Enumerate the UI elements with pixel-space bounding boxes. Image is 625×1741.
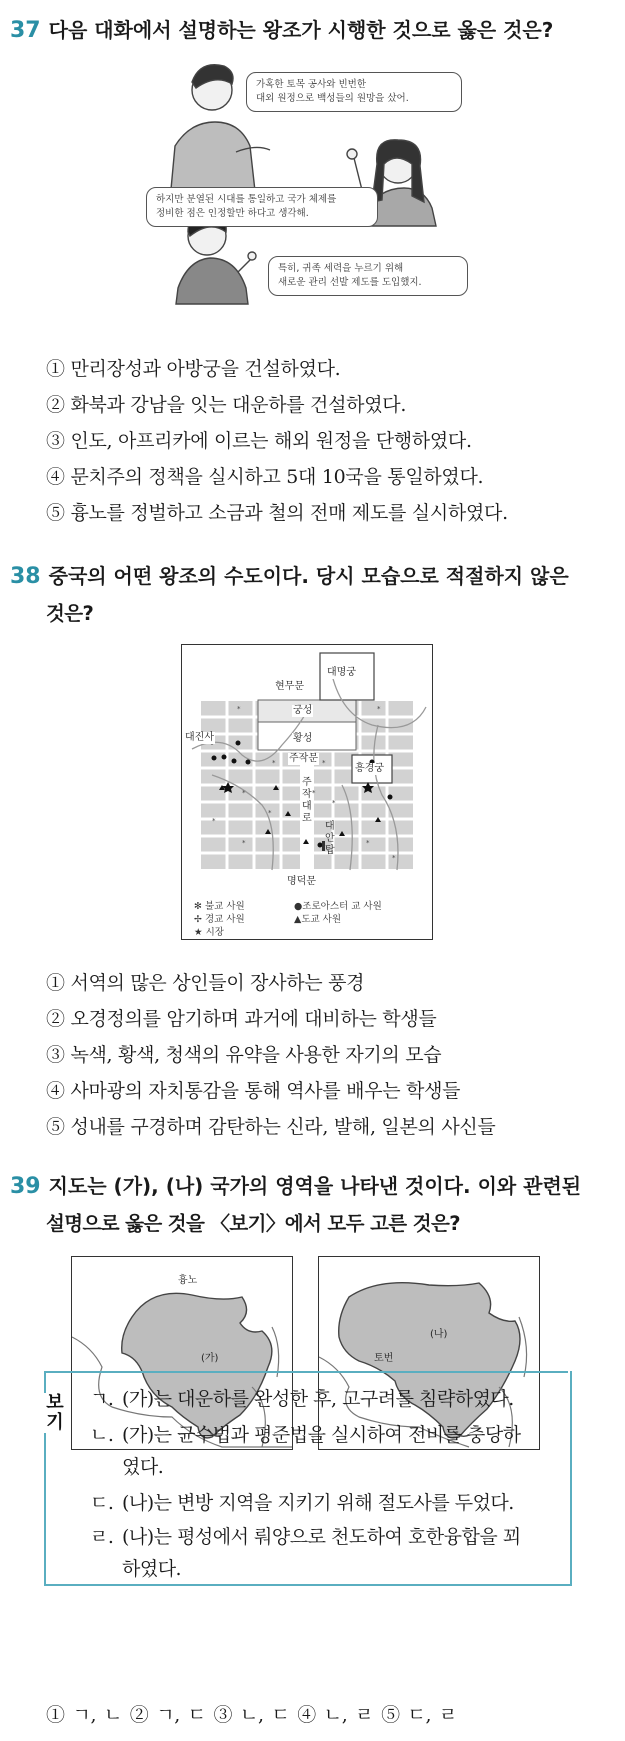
char: 대	[325, 821, 335, 832]
bogi-item-3-line-1: (나)는 변방 지역을 지키기 위해 절도사를 두었다.	[122, 1492, 514, 1514]
bogi-label-char-1: 보	[46, 1392, 64, 1413]
svg-text:*: *	[242, 789, 246, 797]
zoroastrian-icon: ●	[294, 901, 303, 912]
char: 주	[302, 777, 312, 788]
q39-answer-options[interactable]: ① ㄱ, ㄴ ② ㄱ, ㄷ ③ ㄴ, ㄷ ④ ㄴ, ㄹ ⑤ ㄷ, ㄹ	[46, 1704, 458, 1726]
q38-option-3[interactable]: ③ 녹색, 황색, 청색의 유약을 사용한 자기의 모습	[46, 1044, 442, 1066]
bogi-item-2-line-2: 였다.	[122, 1456, 164, 1478]
question-text: 다음 대화에서 설명하는 왕조가 시행한 것으로 옳은 것은?	[48, 18, 554, 42]
bogi-item-4-line-2: 하였다.	[122, 1558, 182, 1580]
svg-text:*: *	[322, 759, 326, 767]
svg-text:*: *	[332, 799, 336, 807]
question-text-line-1: 중국의 어떤 왕조의 수도이다. 당시 모습으로 적절하지 않은	[48, 564, 569, 588]
nestorian-icon: ✢	[194, 914, 202, 925]
label-myeongdeok: 명덕문	[287, 876, 316, 887]
bogi-item-mark-4: ㄹ.	[90, 1526, 114, 1548]
bogi-item-mark-1: ㄱ.	[90, 1388, 114, 1410]
label-daeanta	[324, 821, 336, 857]
legend-taoist: 도교 사원	[301, 914, 342, 925]
svg-text:*: *	[242, 839, 246, 847]
label-heunggyeong: 흥경궁	[355, 763, 384, 774]
bubble-2-line-2: 정비한 점은 인정할만 하다고 생각해.	[156, 208, 309, 219]
question-number: 38	[10, 564, 41, 589]
legend-buddhist: 불교 사원	[205, 901, 245, 912]
buddhist-icon: ✻	[194, 901, 202, 912]
bubble-1-line-1: 가혹한 토목 공사와 빈번한	[256, 79, 367, 90]
bubble-2-line-1: 하지만 분열된 시대를 통일하고 국가 체제를	[156, 194, 337, 205]
char: 안	[325, 833, 335, 844]
bogi-label-char-2: 기	[46, 1412, 64, 1433]
legend-left	[194, 900, 245, 939]
label-jujak-street	[301, 777, 313, 825]
q38-option-2[interactable]: ② 오경정의를 암기하며 과거에 대비하는 학생들	[46, 1008, 437, 1030]
bogi-item-1-line-1: (가)는 대운하를 완성한 후, 고구려를 침략하였다.	[122, 1388, 514, 1410]
bogi-item-4-line-1: (나)는 평성에서 뤄양으로 천도하여 호한융합을 꾀	[122, 1526, 521, 1548]
svg-text:*: *	[377, 705, 381, 713]
label-daejin: 대진사	[185, 732, 214, 743]
label-jujak: 주작문	[289, 753, 318, 764]
question-text-line-2: 설명으로 옳은 것을 〈보기〉에서 모두 고른 것은?	[46, 1212, 460, 1235]
label-ga: (가)	[201, 1353, 219, 1364]
char: 작	[302, 789, 312, 800]
bogi-item-mark-3: ㄷ.	[90, 1492, 114, 1514]
q38-header	[10, 558, 569, 595]
svg-text:*: *	[272, 759, 276, 767]
label-gungseong: 궁성	[293, 705, 313, 716]
legend-nestorian: 경교 사원	[205, 914, 245, 925]
svg-text:*: *	[392, 854, 396, 862]
q38-option-5[interactable]: ⑤ 성내를 구경하며 감탄하는 신라, 발해, 일본의 사신들	[46, 1116, 496, 1138]
char: 대	[302, 801, 312, 812]
q37-option-5[interactable]: ⑤ 흉노를 정벌하고 소금과 철의 전매 제도를 실시하였다.	[46, 502, 508, 524]
speech-bubble-2	[146, 187, 378, 227]
bubble-1-line-2: 대외 원정으로 백성들의 원망을 샀어.	[256, 93, 409, 104]
speech-bubble-1	[246, 72, 462, 112]
question-number: 39	[10, 1174, 41, 1199]
svg-text:*: *	[268, 809, 272, 817]
svg-text:*: *	[366, 839, 370, 847]
capital-map	[181, 644, 433, 940]
q37-option-2[interactable]: ② 화북과 강남을 잇는 대운하를 건설하였다.	[46, 394, 407, 416]
legend-zoroastrian: 조로아스터 교 사원	[302, 901, 382, 912]
bubble-3-line-2: 새로운 관리 선발 제도를 도입했지.	[278, 277, 422, 288]
q38-option-4[interactable]: ④ 사마광의 자치통감을 통해 역사를 배우는 학생들	[46, 1080, 461, 1102]
svg-text:*: *	[237, 705, 241, 713]
svg-text:*: *	[212, 817, 216, 825]
person-man-2	[176, 214, 256, 304]
bubble-3-line-1: 특히, 귀족 세력을 누르기 위해	[278, 263, 404, 274]
label-hwangseong: 황성	[293, 733, 313, 744]
speech-bubble-3	[268, 256, 468, 296]
taoist-icon: ▲	[294, 914, 302, 925]
q37-header	[10, 12, 553, 49]
label-na: (나)	[430, 1329, 448, 1340]
question-text-line-2: 것은?	[46, 602, 94, 625]
legend-market: 시장	[205, 927, 224, 938]
q37-option-3[interactable]: ③ 인도, 아프리카에 이르는 해외 원정을 단행하였다.	[46, 430, 472, 452]
q39-header	[10, 1168, 581, 1205]
char: 탑	[325, 845, 335, 856]
market-icon: ★	[194, 927, 203, 938]
label-heungno: 흉노	[178, 1275, 198, 1286]
q37-option-1[interactable]: ① 만리장성과 아방궁을 건설하였다.	[46, 358, 341, 380]
legend-right	[294, 900, 382, 926]
char: 로	[302, 813, 312, 824]
label-tobeon: 토번	[374, 1353, 394, 1364]
bogi-item-2-line-1: (가)는 균수법과 평준법을 실시하여 전비를 충당하	[122, 1424, 521, 1446]
svg-text:*: *	[312, 789, 316, 797]
bogi-item-mark-2: ㄴ.	[90, 1424, 114, 1446]
label-daemyeong: 대명궁	[327, 667, 356, 678]
bogi-label	[44, 1393, 66, 1433]
q38-option-1[interactable]: ① 서역의 많은 상인들이 장사하는 풍경	[46, 972, 365, 994]
label-hyeonmu: 현무문	[275, 681, 304, 692]
q37-option-4[interactable]: ④ 문치주의 정책을 실시하고 5대 10국을 통일하였다.	[46, 466, 484, 488]
question-number: 37	[10, 18, 41, 43]
question-text-line-1: 지도는 (가), (나) 국가의 영역을 나타낸 것이다. 이와 관련된	[48, 1174, 582, 1198]
